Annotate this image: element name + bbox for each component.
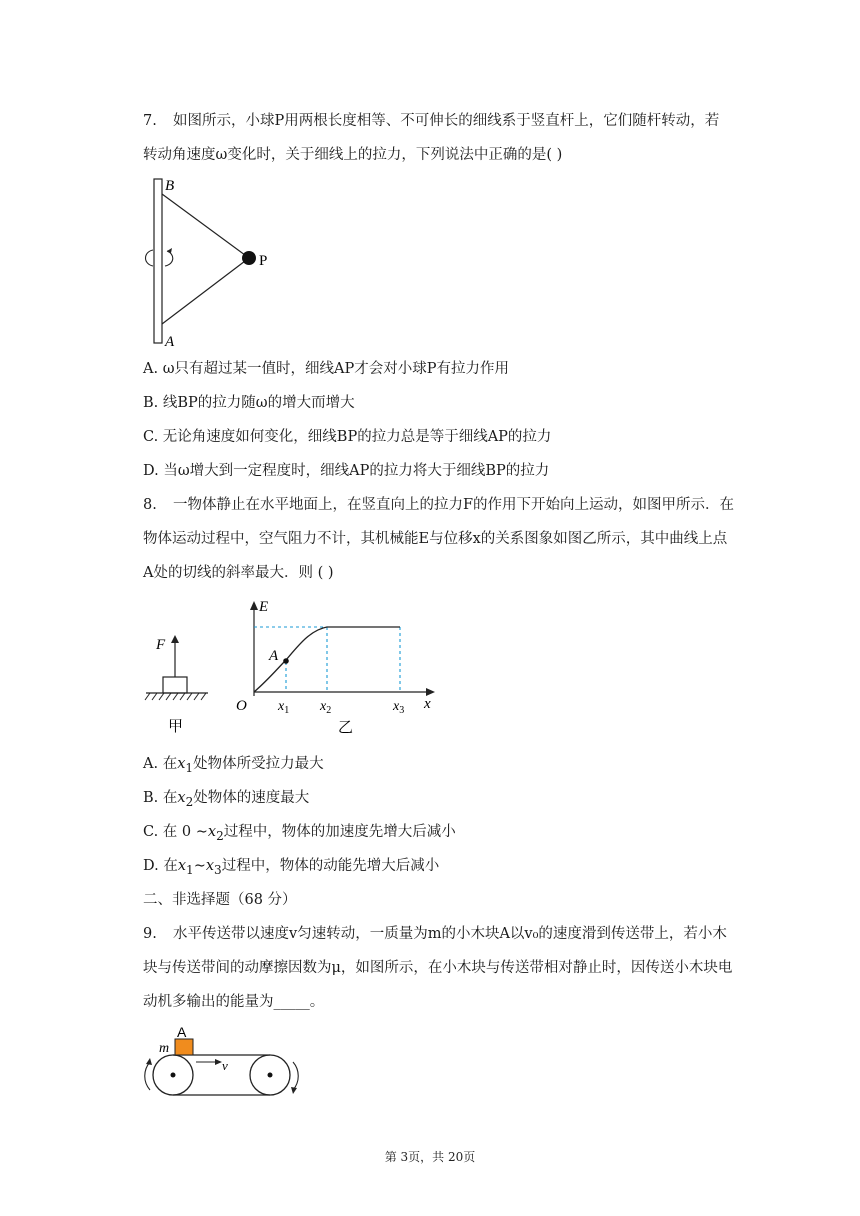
q8-option-a: A. 在$x_1$处物体所受拉力最大 (143, 756, 324, 775)
q8-option-c: C. 在 0 $\sim x_2$过程中，物体的加速度先增大后减小 (143, 824, 456, 843)
tick-x3: $x_3$ (393, 699, 405, 716)
q7-option-b: B. 线BP的拉力随ω的增大而增大 (143, 395, 355, 411)
ball-p (242, 251, 256, 265)
right-rotation-icon (293, 1062, 298, 1090)
q8-option-d: D. 在$x_1\sim x_3$过程中，物体的动能先增大后减小 (143, 858, 440, 877)
tick-x1: $x_1$ (278, 699, 290, 716)
block-a (175, 1039, 193, 1055)
caption-yi: 乙 (338, 718, 354, 736)
q8-stem-line2: 物体运动过程中，空气阻力不计，其机械能E与位移x的关系图象如图乙所示，其中曲线上点 (143, 531, 728, 547)
block-label: A (177, 1024, 187, 1040)
q7-option-d: D. 当ω增大到一定程度时，细线AP的拉力将大于细线BP的拉力 (143, 463, 550, 479)
section-title: 二、非选择题（68 分） (143, 892, 297, 908)
label-p: P (259, 253, 268, 269)
velocity-label: v (222, 1058, 228, 1073)
q7-stem-line2: 转动角速度ω变化时，关于细线上的拉力，下列说法中正确的是( ) (143, 147, 563, 163)
q9-number: 9. (143, 926, 157, 942)
tick-x2: $x_2$ (320, 699, 332, 716)
q8-figure-jia (140, 625, 220, 740)
q8-figure-yi (228, 596, 448, 738)
q8-stem-line1: 8. 一物体静止在水平地面上，在竖直向上的拉力F的作用下开始向上运动，如图甲所示．在 (143, 497, 735, 513)
vertical-rod (154, 179, 162, 343)
q8-stem-line3: A处的切线的斜率最大．则 ( ) (143, 565, 334, 581)
q7-number: 7. (143, 113, 157, 129)
q9-stem-line3: 动机多输出的能量为_____。 (143, 994, 325, 1010)
q7-stem-line1: 7. 如图所示，小球P用两根长度相等、不可伸长的细线系于竖直杆上，它们随杆转动，若 (143, 113, 720, 129)
q7-figure (135, 172, 280, 350)
q9-stem-line1: 9. 水平传送带以速度v匀速转动，一质量为m的小木块A以v₀的速度滑到传送带上，若小木 (143, 926, 727, 942)
point-a-label: A (269, 648, 279, 664)
block (163, 677, 187, 693)
q7-option-c: C. 无论角速度如何变化，细线BP的拉力总是等于细线AP的拉力 (143, 429, 552, 445)
caption-jia: 甲 (168, 717, 184, 735)
left-rotation-icon (145, 1062, 150, 1090)
q9-stem-line2: 块与传送带间的动摩擦因数为μ，如图所示，在小木块与传送带相对静止时，因传送小木块电 (143, 960, 733, 976)
x-axis-label: x (424, 696, 431, 712)
point-a (283, 658, 289, 664)
string-ap (162, 258, 249, 324)
force-label: F (156, 637, 166, 653)
string-bp (162, 194, 249, 258)
mass-label: m (159, 1041, 170, 1056)
label-b: B (165, 178, 175, 194)
q7-option-a: A. ω只有超过某一值时，细线AP才会对小球P有拉力作用 (143, 361, 509, 377)
y-axis-label: E (259, 599, 269, 615)
q8-number: 8. (143, 497, 157, 513)
origin-label: O (236, 698, 247, 714)
q9-conveyor-figure (138, 1022, 308, 1102)
label-a: A (165, 334, 175, 350)
q8-option-b: B. 在$x_2$处物体的速度最大 (143, 790, 310, 809)
page-footer: 第 3页，共 20页 (384, 1150, 476, 1164)
